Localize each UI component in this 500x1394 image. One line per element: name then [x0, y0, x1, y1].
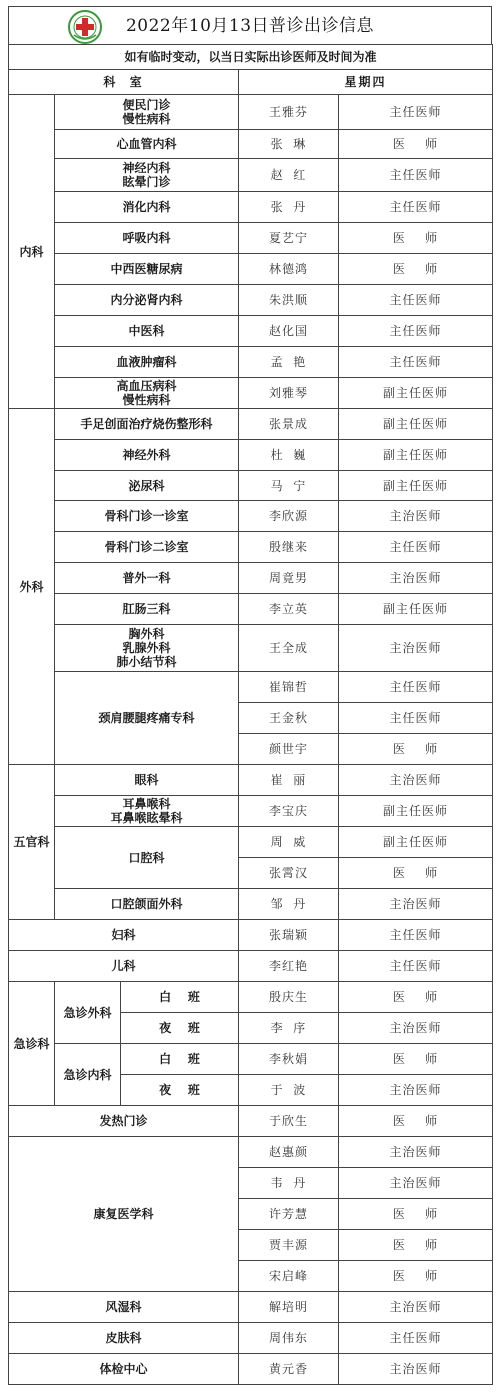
header	[8, 6, 492, 44]
doctor-title: 副主任医师	[339, 594, 493, 625]
dept-name: 儿科	[9, 951, 239, 982]
doctor-name: 李欣源	[239, 501, 339, 532]
doctor-title: 主治医师	[339, 625, 493, 672]
table-row	[9, 409, 493, 440]
table-row	[9, 532, 493, 563]
doctor-name: 崔 丽	[239, 765, 339, 796]
dept-name: 耳鼻喉科 耳鼻喉眩晕科	[55, 796, 239, 827]
dept-name: 口腔颌面外科	[55, 889, 239, 920]
dept-name: 颈肩腰腿疼痛专科	[55, 672, 239, 765]
doctor-title: 主任医师	[339, 703, 493, 734]
doctor-title: 医 师	[339, 982, 493, 1013]
doctor-name: 夏艺宁	[239, 223, 339, 254]
doctor-name: 林德鸿	[239, 254, 339, 285]
table-row	[9, 440, 493, 471]
doctor-name: 杜 巍	[239, 440, 339, 471]
doctor-title: 主任医师	[339, 316, 493, 347]
doctor-name: 王全成	[239, 625, 339, 672]
dept-name: 呼吸内科	[55, 223, 239, 254]
doctor-title: 主治医师	[339, 1168, 493, 1199]
doctor-title: 主任医师	[339, 920, 493, 951]
doctor-name: 周 威	[239, 827, 339, 858]
sub-dept-name: 急诊外科	[55, 982, 121, 1044]
notice-text: 如有临时变动，以当日实际出诊医师及时间为准	[9, 45, 493, 70]
shift-label: 白 班	[121, 1044, 239, 1075]
doctor-title: 主治医师	[339, 1013, 493, 1044]
table-row	[9, 1292, 493, 1323]
doctor-title: 医 师	[339, 1106, 493, 1137]
doctor-name: 张景成	[239, 409, 339, 440]
doctor-title: 医 师	[339, 254, 493, 285]
table-row	[9, 982, 493, 1013]
doctor-title: 医 师	[339, 130, 493, 159]
doctor-name: 孟 艳	[239, 347, 339, 378]
doctor-name: 李立英	[239, 594, 339, 625]
doctor-title: 医 师	[339, 1230, 493, 1261]
dept-name: 泌尿科	[55, 471, 239, 501]
table-row	[9, 672, 493, 703]
shift-label: 夜 班	[121, 1075, 239, 1106]
shift-label: 夜 班	[121, 1013, 239, 1044]
doctor-title: 主任医师	[339, 95, 493, 130]
day-header: 星期四	[239, 70, 493, 95]
doctor-name: 解培明	[239, 1292, 339, 1323]
table-row	[9, 130, 493, 159]
doctor-title: 主任医师	[339, 285, 493, 316]
doctor-name: 韦 丹	[239, 1168, 339, 1199]
doctor-name: 李宝庆	[239, 796, 339, 827]
group-waike: 外科	[9, 409, 55, 765]
dept-name: 皮肤科	[9, 1323, 239, 1354]
doctor-title: 主治医师	[339, 1292, 493, 1323]
doctor-title: 主治医师	[339, 1354, 493, 1385]
doctor-name: 王金秋	[239, 703, 339, 734]
table-row	[9, 951, 493, 982]
doctor-name: 于 波	[239, 1075, 339, 1106]
dept-name: 普外一科	[55, 563, 239, 594]
doctor-name: 于欣生	[239, 1106, 339, 1137]
dept-name: 神经内科 眩晕门诊	[55, 159, 239, 192]
doctor-title: 主任医师	[339, 347, 493, 378]
dept-name: 血液肿瘤科	[55, 347, 239, 378]
doctor-title: 主治医师	[339, 765, 493, 796]
doctor-name: 张瑞颖	[239, 920, 339, 951]
doctor-title: 副主任医师	[339, 471, 493, 501]
dept-name: 便民门诊 慢性病科	[55, 95, 239, 130]
dept-name: 内分泌肾内科	[55, 285, 239, 316]
doctor-name: 王雅芬	[239, 95, 339, 130]
table-row	[9, 625, 493, 672]
dept-name: 高血压病科 慢性病科	[55, 378, 239, 409]
doctor-name: 殷庆生	[239, 982, 339, 1013]
doctor-title: 医 师	[339, 1261, 493, 1292]
dept-name: 风湿科	[9, 1292, 239, 1323]
table-row	[9, 45, 493, 70]
page-title: 2022年10月13日普诊出诊信息	[125, 16, 375, 36]
doctor-title: 副主任医师	[339, 378, 493, 409]
table-row	[9, 223, 493, 254]
doctor-name: 周伟东	[239, 1323, 339, 1354]
doctor-title: 医 师	[339, 223, 493, 254]
doctor-name: 朱洪顺	[239, 285, 339, 316]
doctor-title: 主治医师	[339, 1075, 493, 1106]
doctor-title: 医 师	[339, 858, 493, 889]
dept-name: 肛肠三科	[55, 594, 239, 625]
table-row	[9, 285, 493, 316]
table-row	[9, 796, 493, 827]
doctor-name: 张 琳	[239, 130, 339, 159]
doctor-title: 主治医师	[339, 1137, 493, 1168]
table-row	[9, 70, 493, 95]
dept-name: 体检中心	[9, 1354, 239, 1385]
dept-name: 骨科门诊一诊室	[55, 501, 239, 532]
doctor-name: 马 宁	[239, 471, 339, 501]
doctor-name: 张霄汉	[239, 858, 339, 889]
doctor-name: 殷继来	[239, 532, 339, 563]
table-row	[9, 889, 493, 920]
group-jizhen: 急诊科	[9, 982, 55, 1106]
dept-name: 发热门诊	[9, 1106, 239, 1137]
table-row	[9, 378, 493, 409]
dept-name: 眼科	[55, 765, 239, 796]
doctor-name: 周竟男	[239, 563, 339, 594]
dept-name: 中医科	[55, 316, 239, 347]
doctor-name: 李秋娟	[239, 1044, 339, 1075]
doctor-title: 主任医师	[339, 159, 493, 192]
doctor-title: 主治医师	[339, 889, 493, 920]
table-row	[9, 471, 493, 501]
doctor-title: 主任医师	[339, 672, 493, 703]
dept-name: 骨科门诊二诊室	[55, 532, 239, 563]
dept-name: 康复医学科	[9, 1137, 239, 1292]
table-row	[9, 827, 493, 858]
table-row	[9, 192, 493, 223]
doctor-title: 主任医师	[339, 192, 493, 223]
doctor-name: 贾丰源	[239, 1230, 339, 1261]
table-row	[9, 563, 493, 594]
table-row	[9, 920, 493, 951]
table-row	[9, 1106, 493, 1137]
table-row	[9, 95, 493, 130]
dept-name: 口腔科	[55, 827, 239, 889]
doctor-name: 李 序	[239, 1013, 339, 1044]
doctor-name: 赵化国	[239, 316, 339, 347]
dept-name: 妇科	[9, 920, 239, 951]
table-row	[9, 594, 493, 625]
doctor-name: 颜世宇	[239, 734, 339, 765]
table-row	[9, 1323, 493, 1354]
doctor-title: 医 师	[339, 1044, 493, 1075]
group-neike: 内科	[9, 95, 55, 409]
doctor-title: 主任医师	[339, 951, 493, 982]
doctor-name: 崔锦哲	[239, 672, 339, 703]
table-row	[9, 159, 493, 192]
dept-name: 胸外科 乳腺外科 肺小结节科	[55, 625, 239, 672]
dept-name: 心血管内科	[55, 130, 239, 159]
table-row	[9, 347, 493, 378]
dept-header: 科 室	[9, 70, 239, 95]
table-row	[9, 1044, 493, 1075]
doctor-title: 副主任医师	[339, 440, 493, 471]
schedule-table	[8, 44, 493, 1385]
doctor-name: 赵惠颜	[239, 1137, 339, 1168]
doctor-name: 张 丹	[239, 192, 339, 223]
group-wuguan: 五官科	[9, 765, 55, 920]
dept-name: 神经外科	[55, 440, 239, 471]
doctor-name: 许芳慧	[239, 1199, 339, 1230]
dept-name: 手足创面治疗烧伤整形科	[55, 409, 239, 440]
dept-name: 中西医糖尿病	[55, 254, 239, 285]
doctor-title: 主治医师	[339, 563, 493, 594]
doctor-title: 医 师	[339, 1199, 493, 1230]
doctor-name: 李红艳	[239, 951, 339, 982]
doctor-name: 黄元香	[239, 1354, 339, 1385]
doctor-name: 赵 红	[239, 159, 339, 192]
dept-name: 消化内科	[55, 192, 239, 223]
table-row	[9, 1354, 493, 1385]
table-row	[9, 765, 493, 796]
sub-dept-name: 急诊内科	[55, 1044, 121, 1106]
doctor-title: 副主任医师	[339, 796, 493, 827]
doctor-title: 主任医师	[339, 532, 493, 563]
doctor-title: 医 师	[339, 734, 493, 765]
doctor-name: 宋启峰	[239, 1261, 339, 1292]
doctor-name: 邹 丹	[239, 889, 339, 920]
doctor-name: 刘雅琴	[239, 378, 339, 409]
table-row	[9, 316, 493, 347]
doctor-title: 副主任医师	[339, 827, 493, 858]
table-row	[9, 254, 493, 285]
shift-label: 白 班	[121, 982, 239, 1013]
doctor-title: 副主任医师	[339, 409, 493, 440]
table-row	[9, 1137, 493, 1168]
doctor-title: 主治医师	[339, 501, 493, 532]
table-row	[9, 501, 493, 532]
doctor-title: 主任医师	[339, 1323, 493, 1354]
